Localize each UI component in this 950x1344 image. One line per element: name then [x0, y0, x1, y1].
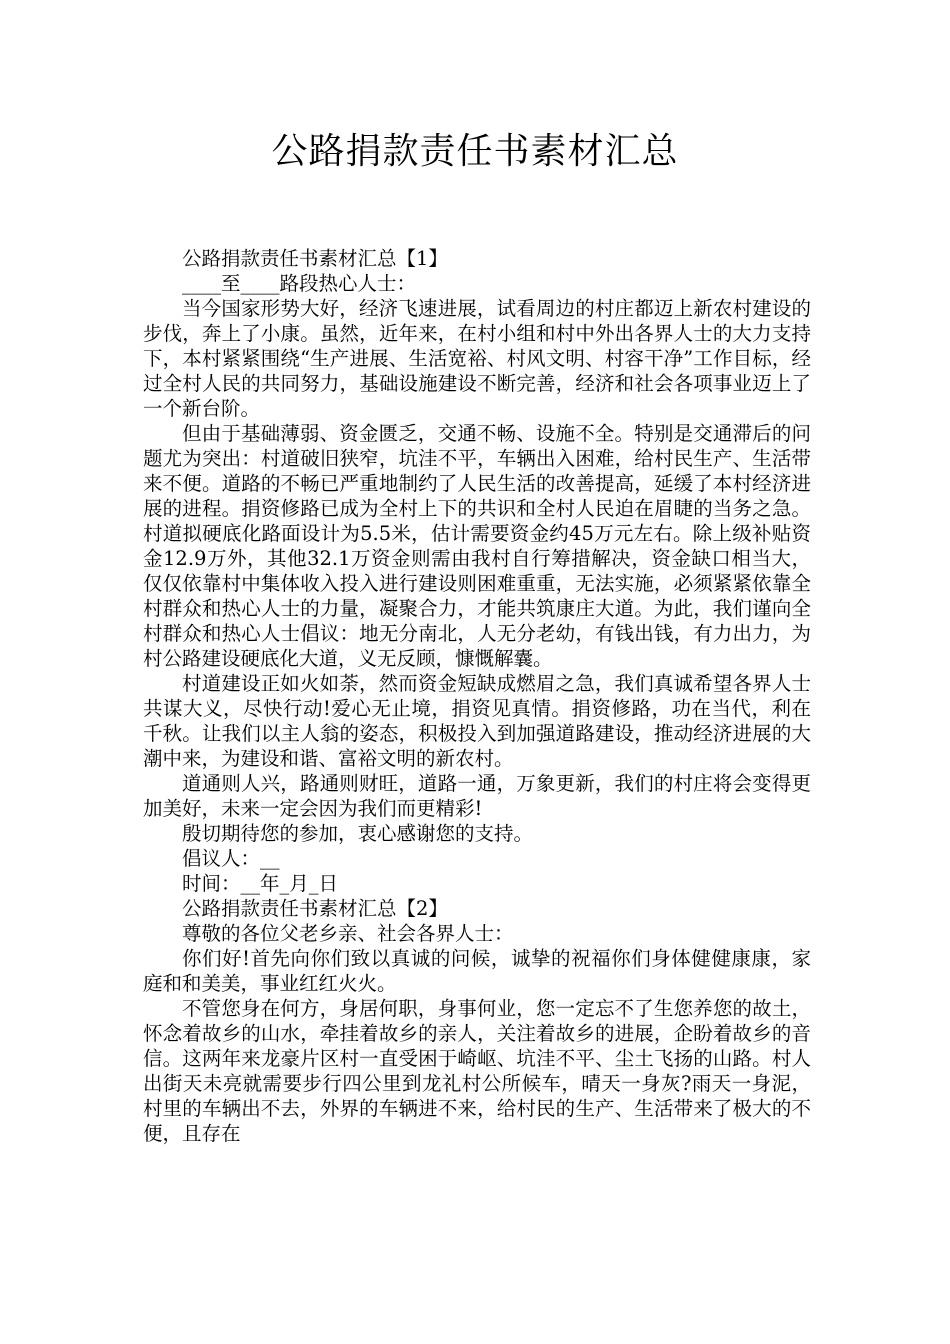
body-paragraph: 不管您身在何方，身居何职，身事何业，您一定忘不了生您养您的故土，怀念着故乡的山水，牵挂着故乡的亲人，关注着故乡的进展，企盼着故乡的音信。这两年来龙豪片区村一直受困于崎岖、坑洼不平、尘土飞扬的山路。村人出街天未亮就需要步行四公里到龙礼村公所候车，晴天一身灰?雨天一身泥，村里的车辆出不去，外界的车辆进不来，给村民的生产、生活带来了极大的不便，且存在: [143, 997, 811, 1145]
salutation-2: 尊敬的各位父老乡亲、社会各界人士：: [182, 922, 514, 945]
salutation-1: ____至____路段热心人士：: [182, 272, 417, 295]
document-title: 公路捐款责任书素材汇总: [271, 131, 679, 172]
body-paragraph: 村道建设正如火如荼，然而资金短缺成燃眉之急，我们真诚希望各界人士共谋大义，尽快行动!爱心无止境，捐资见真情。捐资修路，功在当代，利在千秋。让我们以主人翁的姿态，积极投入到加强道路建设，推动经济进展的大潮中来，为建设和谐、富裕文明的新农村。: [143, 672, 811, 770]
signature-line: 倡议人：__: [182, 847, 280, 870]
body-paragraph: 道通则人兴，路通则财旺，道路一通，万象更新，我们的村庄将会变得更加美好，未来一定会因为我们而更精彩!: [143, 772, 811, 820]
section-heading-2: 公路捐款责任书素材汇总【2】: [182, 897, 448, 920]
date-line: 时间：__年_月_日: [182, 872, 339, 895]
section-heading-1: 公路捐款责任书素材汇总【1】: [182, 247, 448, 270]
body-paragraph: 你们好!首先向你们致以真诚的问候，诚挚的祝福你们身体健健康康，家庭和和美美，事业红红火火。: [143, 947, 811, 995]
body-paragraph: 当今国家形势大好，经济飞速进展，试看周边的村庄都迈上新农村建设的步伐，奔上了小康。虽然，近年来，在村小组和村中外出各界人士的大力支持下，本村紧紧围绕“生产进展、生活宽裕、村风文明、村容干净”工作目标，经过全村人民的共同努力，基础设施建设不断完善，经济和社会各项事业迈上了一个新台阶。: [143, 297, 811, 420]
body-paragraph: 但由于基础薄弱、资金匮乏，交通不畅、设施不全。特别是交通滞后的问题尤为突出：村道破旧狭窄，坑洼不平，车辆出入困难，给村民生产、生活带来不便。道路的不畅已严重地制约了人民生活的改善提高，延缓了本村经济进展的进程。捐资修路已成为全村上下的共识和全村人民迫在眉睫的当务之急。村道拟硬底化路面设计为5.5米，估计需要资金约45万元左右。除上级补贴资金12.9万外，其他32.1万资金则需由我村自行筹措解决，资金缺口相当大，仅仅依靠村中集体收入投入进行建设则困难重重，无法实施，必须紧紧依靠全村群众和热心人士的力量，凝聚合力，才能共筑康庄大道。为此，我们谨向全村群众和热心人士倡议：地无分南北，人无分老幼，有钱出钱，有力出力，为村公路建设硬底化大道，义无反顾，慷慨解囊。: [143, 422, 811, 670]
body-paragraph: 殷切期待您的参加，衷心感谢您的支持。: [182, 822, 534, 845]
document-body: [143, 246, 811, 1146]
